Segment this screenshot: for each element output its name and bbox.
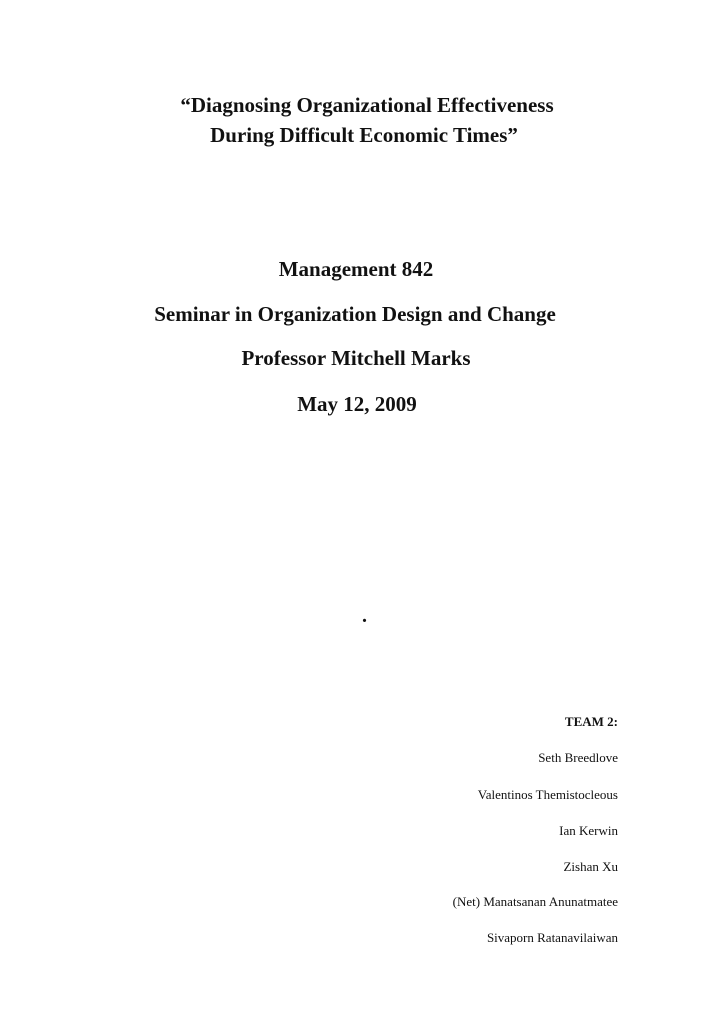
course-number: Management 842 <box>278 257 434 281</box>
course-name: Seminar in Organization Design and Change <box>154 302 556 326</box>
separator-dot: . <box>362 605 367 627</box>
submission-date: May 12, 2009 <box>297 392 417 416</box>
team-member: Seth Breedlove <box>538 750 618 765</box>
report-title-line-2: During Difficult Economic Times” <box>210 123 518 147</box>
team-heading: TEAM 2: <box>564 714 618 729</box>
team-member: Ian Kerwin <box>559 823 618 838</box>
team-member: Sivaporn Ratanavilaiwan <box>486 930 618 945</box>
professor-name: Professor Mitchell Marks <box>241 346 471 370</box>
team-member: Zishan Xu <box>563 859 618 874</box>
report-title-line-1: “Diagnosing Organizational Effectiveness <box>180 93 554 117</box>
team-member: (Net) Manatsanan Anunatmatee <box>452 894 618 909</box>
team-member: Valentinos Themistocleous <box>477 787 618 802</box>
report-title <box>0 90 728 150</box>
